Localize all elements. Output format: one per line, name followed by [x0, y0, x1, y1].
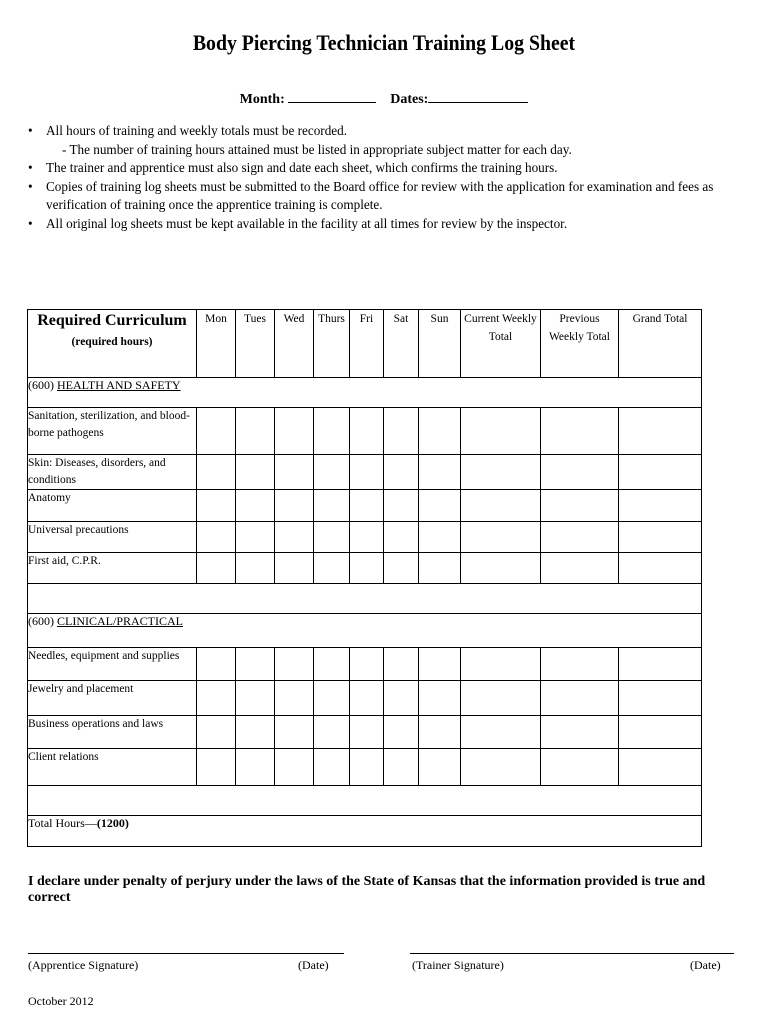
apprentice-signature-line[interactable]: [28, 952, 344, 954]
hours-entry-cell[interactable]: [619, 522, 702, 553]
hours-entry-cell[interactable]: [461, 408, 541, 455]
section-heading: (600) HEALTH AND SAFETY: [28, 378, 702, 408]
hours-entry-cell[interactable]: [419, 522, 461, 553]
hours-entry-cell[interactable]: [275, 522, 314, 553]
hours-entry-cell[interactable]: [275, 716, 314, 749]
spacer-row: [28, 786, 702, 816]
column-header-sat: Sat: [384, 310, 419, 378]
hours-entry-cell[interactable]: [197, 522, 236, 553]
hours-entry-cell[interactable]: [419, 749, 461, 786]
hours-entry-cell[interactable]: [350, 553, 384, 584]
total-hours-row: [28, 816, 702, 847]
hours-entry-cell[interactable]: [236, 455, 275, 490]
hours-entry-cell[interactable]: [275, 749, 314, 786]
hours-entry-cell[interactable]: [461, 749, 541, 786]
trainer-signature-label: (Trainer Signature): [412, 958, 504, 972]
hours-entry-cell[interactable]: [197, 455, 236, 490]
row-label: Universal precautions: [28, 522, 197, 553]
hours-entry-cell[interactable]: [461, 681, 541, 716]
hours-entry-cell[interactable]: [541, 716, 619, 749]
instruction-item: • All hours of training and weekly totals must be recorded.: [26, 122, 738, 141]
hours-entry-cell[interactable]: [350, 749, 384, 786]
trainer-signature-line[interactable]: [410, 952, 734, 954]
table-row: [28, 749, 702, 786]
hours-entry-cell[interactable]: [384, 553, 419, 584]
hours-entry-cell[interactable]: [619, 553, 702, 584]
hours-entry-cell[interactable]: [197, 749, 236, 786]
hours-entry-cell[interactable]: [619, 648, 702, 681]
revision-date: October 2012: [28, 994, 94, 1008]
hours-entry-cell[interactable]: [197, 648, 236, 681]
table-header-row: [28, 310, 702, 378]
hours-entry-cell[interactable]: [619, 681, 702, 716]
bullet-icon: •: [28, 215, 33, 231]
hours-entry-cell[interactable]: [419, 716, 461, 749]
row-label: Sanitation, sterilization, and blood-borne pathogens: [28, 408, 197, 455]
hours-entry-cell[interactable]: [384, 681, 419, 716]
hours-entry-cell[interactable]: [384, 408, 419, 455]
hours-entry-cell[interactable]: [419, 681, 461, 716]
instructions-list: [26, 122, 738, 233]
hours-entry-cell[interactable]: [619, 408, 702, 455]
curriculum-header: Required Curriculum (required hours): [28, 310, 197, 378]
apprentice-date-label: (Date): [298, 958, 329, 972]
hours-entry-cell[interactable]: [314, 522, 350, 553]
hours-entry-cell[interactable]: [461, 716, 541, 749]
hours-entry-cell[interactable]: [461, 455, 541, 490]
hours-entry-cell[interactable]: [314, 648, 350, 681]
dates-field[interactable]: [428, 88, 528, 103]
hours-entry-cell[interactable]: [619, 749, 702, 786]
hours-entry-cell[interactable]: [197, 553, 236, 584]
hours-entry-cell[interactable]: [275, 490, 314, 522]
column-header-current-weekly-total: Current Weekly Total: [461, 310, 541, 378]
hours-entry-cell[interactable]: [419, 408, 461, 455]
hours-entry-cell[interactable]: [314, 681, 350, 716]
hours-entry-cell[interactable]: [236, 681, 275, 716]
row-label: Jewelry and placement: [28, 681, 197, 716]
hours-entry-cell[interactable]: [236, 553, 275, 584]
hours-entry-cell[interactable]: [197, 490, 236, 522]
month-field[interactable]: [288, 88, 376, 103]
bullet-icon: •: [28, 160, 33, 175]
column-header-previous-weekly-total: Previous Weekly Total: [541, 310, 619, 378]
spacer-row: [28, 584, 702, 614]
section-heading: (600) CLINICAL/PRACTICAL: [28, 614, 702, 648]
section-row-clinical-practical: [28, 614, 702, 648]
column-header-mon: Mon: [197, 310, 236, 378]
hours-entry-cell[interactable]: [236, 522, 275, 553]
table-row: [28, 455, 702, 490]
row-label: Skin: Diseases, disorders, and conditions: [28, 455, 197, 490]
hours-entry-cell[interactable]: [236, 716, 275, 749]
month-label: Month:: [239, 92, 285, 107]
hours-entry-cell[interactable]: [541, 455, 619, 490]
row-label: Client relations: [28, 749, 197, 786]
hours-entry-cell[interactable]: [541, 490, 619, 522]
hours-entry-cell[interactable]: [350, 455, 384, 490]
hours-entry-cell[interactable]: [419, 648, 461, 681]
instruction-item: • All original log sheets must be kept available in the facility at all times for review by the inspector.: [26, 215, 738, 234]
trainer-date-label: (Date): [690, 958, 721, 972]
table-row: [28, 522, 702, 553]
hours-entry-cell[interactable]: [384, 716, 419, 749]
dates-label: Dates:: [390, 92, 429, 107]
hours-entry-cell[interactable]: [197, 716, 236, 749]
hours-entry-cell[interactable]: [384, 749, 419, 786]
hours-entry-cell[interactable]: [619, 716, 702, 749]
column-header-wed: Wed: [275, 310, 314, 378]
hours-entry-cell[interactable]: [314, 490, 350, 522]
hours-entry-cell[interactable]: [619, 490, 702, 522]
instruction-item: • The trainer and apprentice must also sign and date each sheet, which confirms the training hours.: [26, 159, 738, 178]
training-log-table: [27, 309, 702, 847]
column-header-thurs: Thurs: [314, 310, 350, 378]
hours-entry-cell[interactable]: [541, 681, 619, 716]
hours-entry-cell[interactable]: [461, 522, 541, 553]
hours-entry-cell[interactable]: [275, 408, 314, 455]
table-row: [28, 553, 702, 584]
table-row: [28, 490, 702, 522]
total-hours-label: Total Hours—(1200): [28, 816, 702, 847]
table-row: [28, 681, 702, 716]
hours-entry-cell[interactable]: [350, 408, 384, 455]
hours-entry-cell[interactable]: [275, 681, 314, 716]
hours-entry-cell[interactable]: [419, 455, 461, 490]
section-row-health-safety: [28, 378, 702, 408]
hours-entry-cell[interactable]: [314, 455, 350, 490]
hours-entry-cell[interactable]: [350, 490, 384, 522]
hours-entry-cell[interactable]: [384, 648, 419, 681]
page-title: Body Piercing Technician Training Log Sheet: [192, 30, 576, 55]
table-row: [28, 408, 702, 455]
hours-entry-cell[interactable]: [314, 749, 350, 786]
month-dates-line: [0, 88, 768, 108]
hours-entry-cell[interactable]: [461, 648, 541, 681]
perjury-declaration: I declare under penalty of perjury under the laws of the State of Kansas that the information provided is true and correct: [28, 874, 706, 905]
hours-entry-cell[interactable]: [197, 408, 236, 455]
row-label: Anatomy: [28, 490, 197, 522]
hours-entry-cell[interactable]: [314, 716, 350, 749]
hours-entry-cell[interactable]: [541, 553, 619, 584]
hours-entry-cell[interactable]: [350, 716, 384, 749]
hours-entry-cell[interactable]: [236, 490, 275, 522]
hours-entry-cell[interactable]: [197, 681, 236, 716]
table-row: [28, 716, 702, 749]
hours-entry-cell[interactable]: [350, 522, 384, 553]
instruction-item: • Copies of training log sheets must be submitted to the Board office for review with the application for examination and fees as verification of training once the apprentice training is complete.: [28, 178, 714, 212]
row-label: Business operations and laws: [28, 716, 197, 749]
hours-entry-cell[interactable]: [350, 648, 384, 681]
hours-entry-cell[interactable]: [419, 490, 461, 522]
hours-entry-cell[interactable]: [541, 408, 619, 455]
row-label: First aid, C.P.R.: [28, 553, 197, 584]
hours-entry-cell[interactable]: [350, 681, 384, 716]
hours-entry-cell[interactable]: [419, 553, 461, 584]
hours-entry-cell[interactable]: [384, 455, 419, 490]
hours-entry-cell[interactable]: [541, 648, 619, 681]
hours-entry-cell[interactable]: [314, 553, 350, 584]
hours-entry-cell[interactable]: [275, 553, 314, 584]
hours-entry-cell[interactable]: [236, 408, 275, 455]
hours-entry-cell[interactable]: [541, 522, 619, 553]
bullet-icon: •: [28, 178, 33, 194]
hours-entry-cell[interactable]: [384, 490, 419, 522]
bullet-icon: •: [28, 123, 33, 138]
table-row: [28, 648, 702, 681]
row-label: Needles, equipment and supplies: [28, 648, 197, 681]
apprentice-signature-label: (Apprentice Signature): [28, 958, 139, 972]
hours-entry-cell[interactable]: [275, 455, 314, 490]
hours-entry-cell[interactable]: [236, 749, 275, 786]
hours-entry-cell[interactable]: [275, 648, 314, 681]
hours-entry-cell[interactable]: [314, 408, 350, 455]
hours-entry-cell[interactable]: [619, 455, 702, 490]
hours-entry-cell[interactable]: [236, 648, 275, 681]
column-header-grand-total: Grand Total: [619, 310, 702, 378]
hours-entry-cell[interactable]: [541, 749, 619, 786]
hours-entry-cell[interactable]: [461, 553, 541, 584]
column-header-fri: Fri: [350, 310, 384, 378]
column-header-tues: Tues: [236, 310, 275, 378]
column-header-sun: Sun: [419, 310, 461, 378]
hours-entry-cell[interactable]: [461, 490, 541, 522]
hours-entry-cell[interactable]: [384, 522, 419, 553]
instruction-subitem: - The number of training hours attained must be listed in appropriate subject matter for each day.: [62, 141, 572, 157]
